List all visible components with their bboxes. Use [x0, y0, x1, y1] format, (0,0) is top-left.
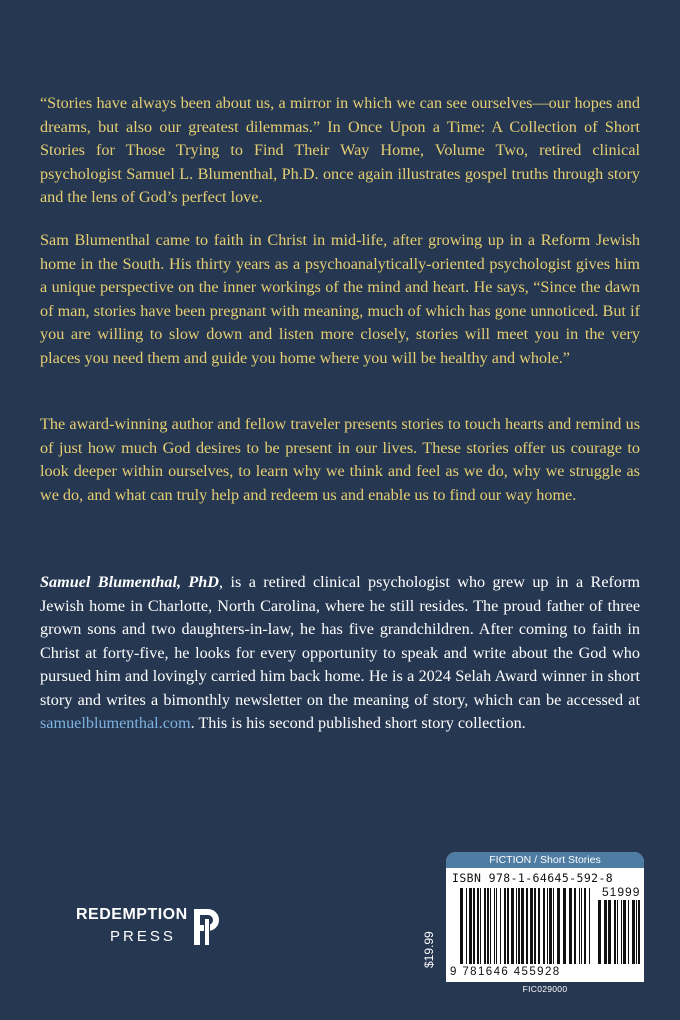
- redemption-press-logo-icon: [192, 907, 220, 947]
- author-bio-text: , is a retired clinical psychologist who grew up in a Reform Jewish home in Charlotte, North Carolina, where he still resides. The proud father of three grown sons and two daughters-in-law, he has five grandchildren. After coming to faith in Christ at forty-five, he looks for every opportunity to speak and write about the God who pursued him and lovingly carried him back home. He is a 2024 Selah Award winner in short story and writes a bimonthly newsletter on the meaning of story, which can be accessed at: [40, 573, 640, 709]
- author-website-link[interactable]: samuelblumenthal.com: [40, 714, 191, 732]
- bisac-code: FIC029000: [522, 984, 568, 994]
- publisher-name-line1: REDEMPTION: [76, 906, 188, 923]
- price-addon-code: 51999: [602, 885, 641, 899]
- author-name: Samuel Blumenthal, PhD: [40, 573, 220, 591]
- barcode-block: [446, 852, 644, 982]
- blurb-paragraph-2: Sam Blumenthal came to faith in Christ in mid-life, after growing up in a Reform Jewish home in the South. His thirty years as a psychoanalytically-oriented psychologist gives him a unique perspective on the inner workings of the mind and heart. He says, “Since the dawn of man, stories have been pregnant with meaning, much of which has gone unnoticed. But if you are willing to slow down and listen more closely, stories will meet you in the very places you need them and guide you home where you will be healthy and whole.”: [40, 231, 640, 367]
- price-label: $19.99: [422, 931, 436, 968]
- isbn-label: ISBN 978-1-64645-592-8: [452, 871, 614, 885]
- barcode-icon: [446, 852, 644, 982]
- publisher-name-line2: PRESS: [110, 928, 176, 945]
- publisher-logo: [76, 906, 226, 950]
- author-bio: [40, 571, 640, 736]
- ean13-bars: [460, 888, 590, 964]
- addon-bars: [598, 900, 640, 964]
- blurb-paragraph-1: “Stories have always been about us, a mirror in which we can see ourselves—our hopes and dreams, but also our greatest dilemmas.” In Once Upon a Time: A Collection of Short Stories for Those Trying to Find Their Way Home, Volume Two, retired clinical psychologist Samuel L. Blumenthal, Ph.D. once again illustrates gospel truths through story and the lens of God’s perfect love.: [40, 94, 640, 206]
- genre-category: FICTION / Short Stories: [446, 852, 644, 868]
- author-bio-closing: . This is his second published short story collection.: [190, 714, 526, 732]
- blurb-paragraph-3: The award-winning author and fellow traveler presents stories to touch hearts and remind us of just how much God desires to be present in our lives. These stories offer us courage to look deeper within ourselves, to learn why we think and feel as we do, why we struggle as we do, and what can truly help and redeem us and enable us to find our way home.: [40, 415, 640, 504]
- ean-digits: 9 781646 455928: [450, 966, 561, 978]
